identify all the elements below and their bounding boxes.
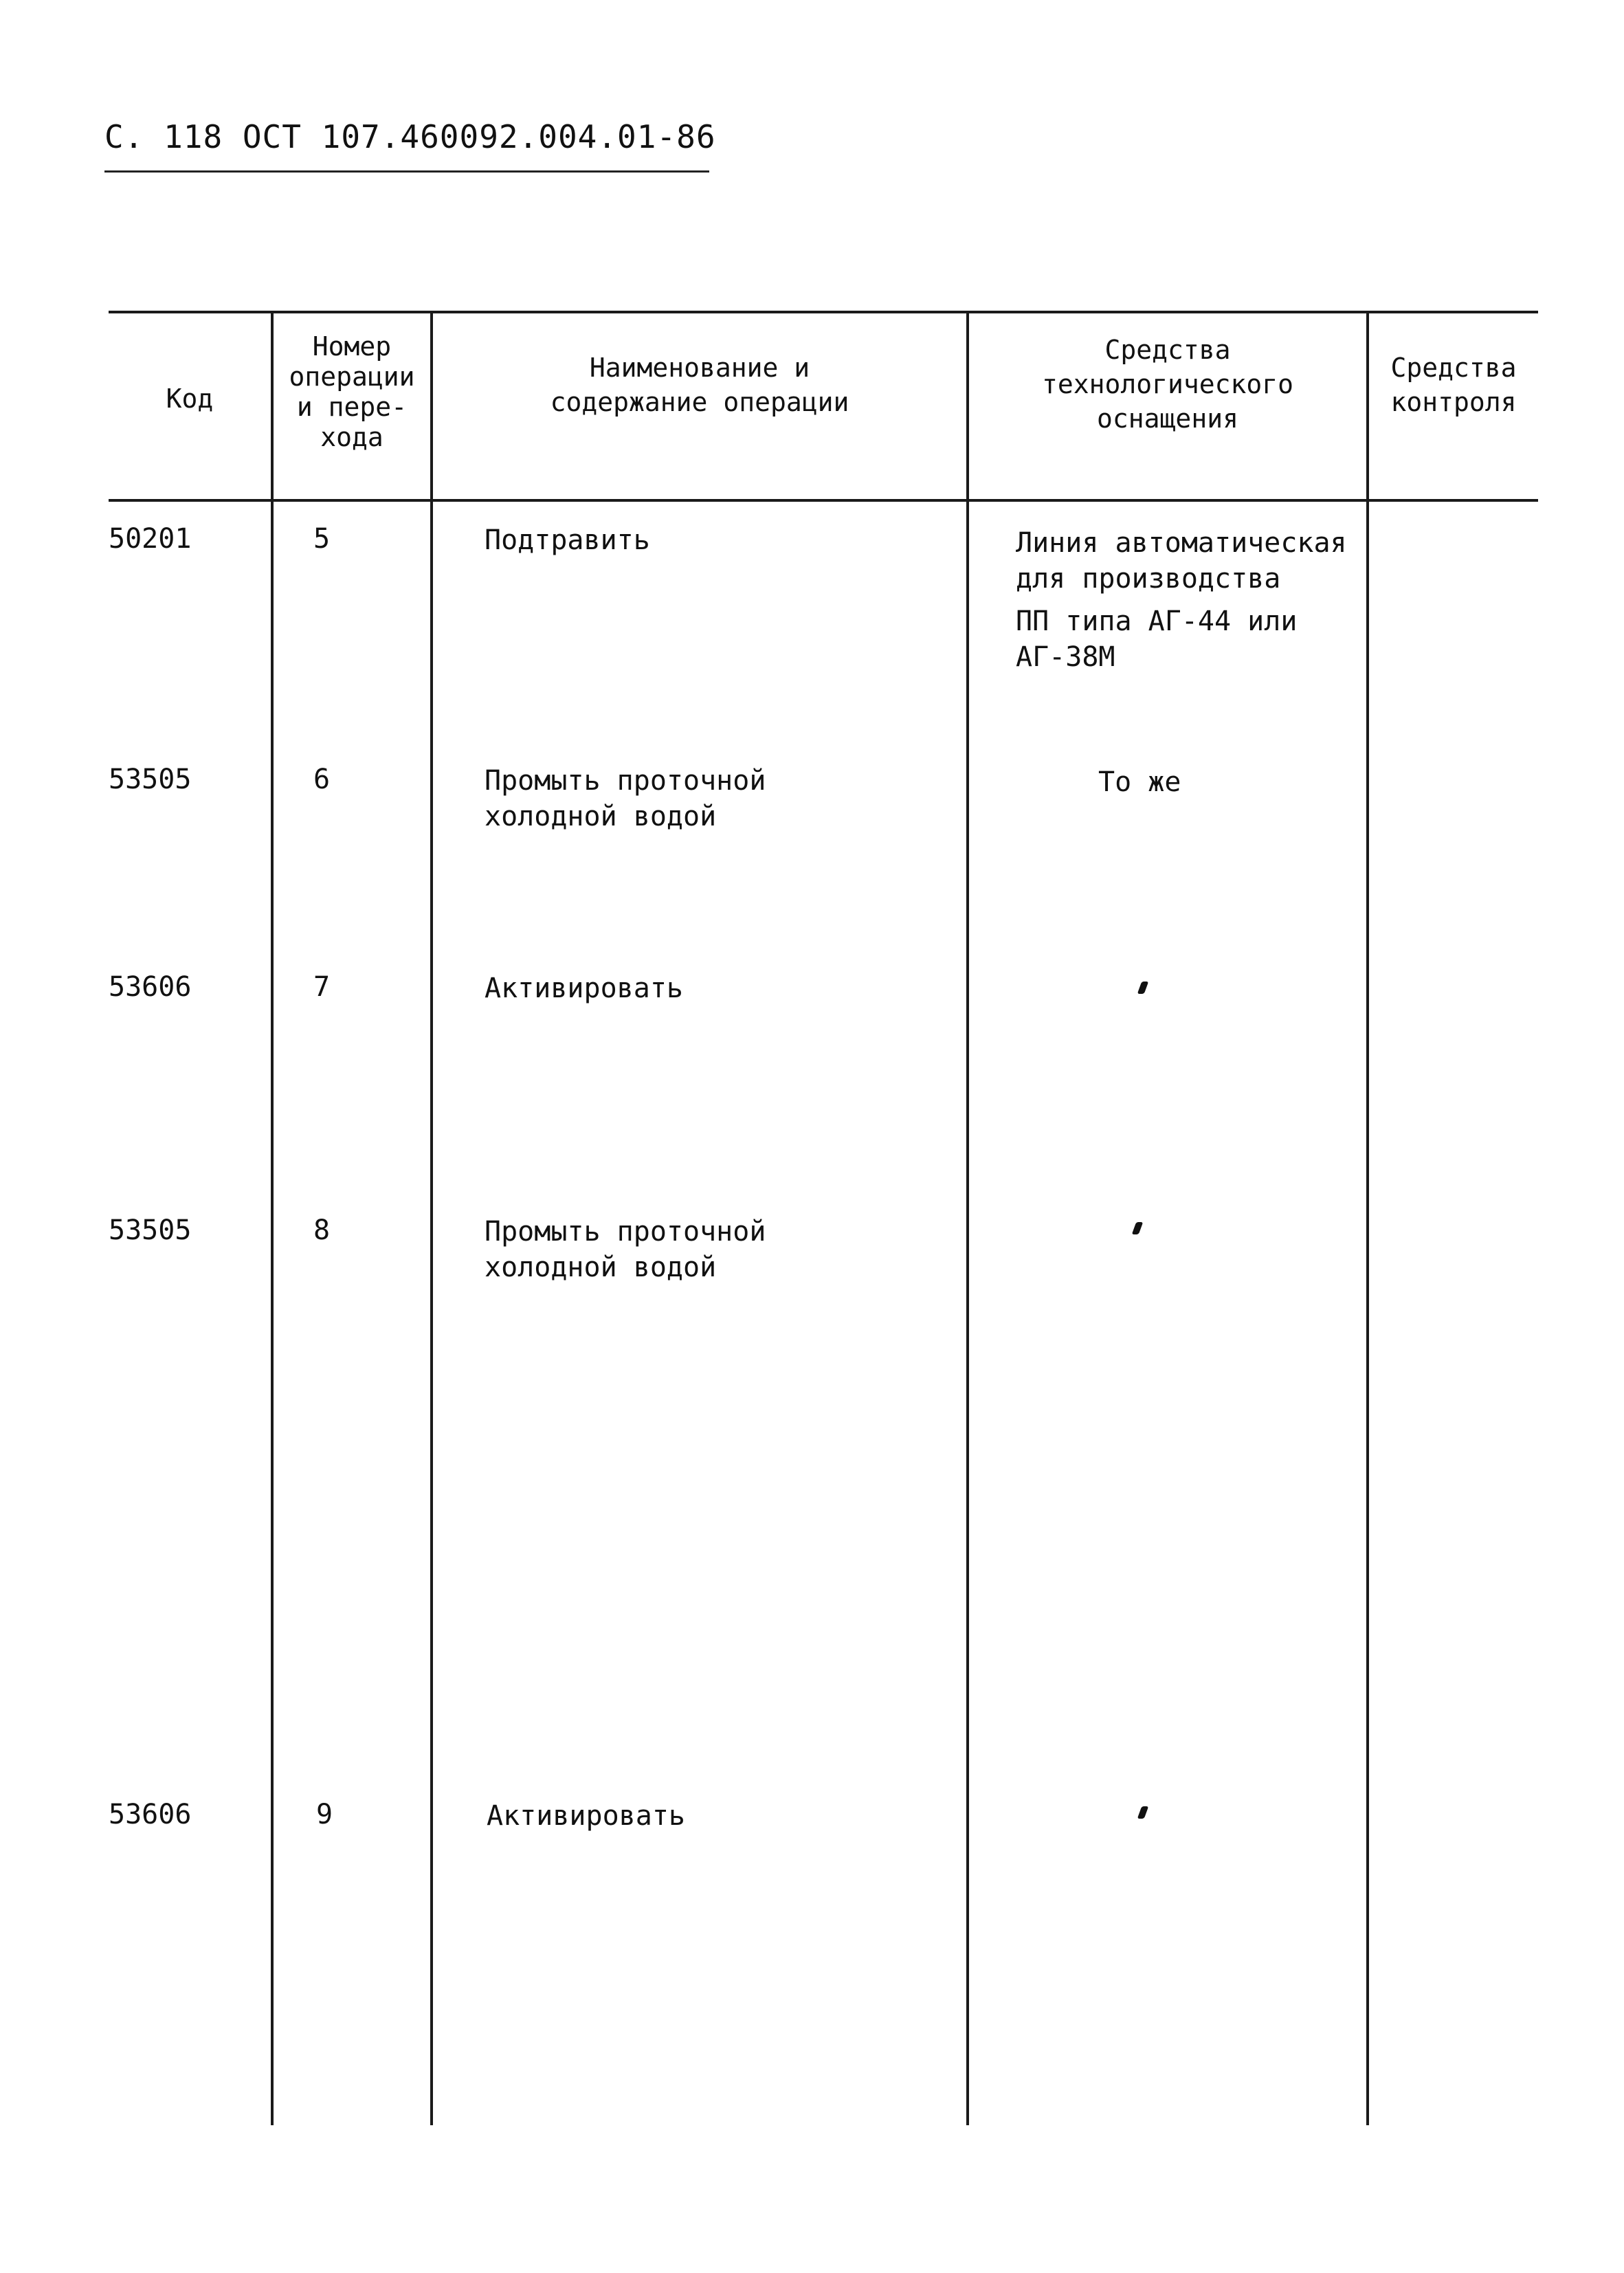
row-2-code: 53505 (109, 764, 192, 795)
row-5-number: 9 (316, 1799, 333, 1830)
column-divider-4 (1366, 311, 1369, 2125)
header-underline (104, 170, 709, 173)
row-1-code: 50201 (109, 523, 192, 555)
row-4-ditto-mark (1132, 1222, 1144, 1234)
row-3-code: 53606 (109, 971, 192, 1003)
table-header-bottom-border (109, 499, 1538, 502)
page-header-title: С. 118 ОСТ 107.460092.004.01-86 (104, 118, 716, 155)
row-4-name: Промыть проточной холодной водой (485, 1216, 766, 1283)
row-2-name: Промыть проточной холодной водой (485, 765, 766, 832)
row-3-number: 7 (313, 971, 331, 1003)
column-header-code: Код (166, 384, 214, 414)
column-header-control: Средства контроля (1390, 353, 1517, 417)
row-5-name: Активировать (487, 1800, 685, 1832)
row-1-number: 5 (313, 523, 331, 555)
column-header-equipment: Средства технологического оснащения (1041, 335, 1294, 434)
row-5-ditto-mark (1137, 1806, 1149, 1819)
row-5-code: 53606 (109, 1799, 192, 1830)
row-4-number: 8 (313, 1215, 331, 1246)
row-3-ditto-mark (1137, 982, 1149, 994)
row-4-code: 53505 (109, 1215, 192, 1246)
column-header-number: Номер операции и пере- хода (289, 331, 415, 452)
row-1-name: Подтравить (485, 524, 650, 556)
column-header-name: Наименование и содержание операции (550, 353, 849, 417)
row-3-name: Активировать (485, 973, 683, 1004)
column-divider-1 (271, 311, 274, 2125)
column-divider-2 (430, 311, 433, 2125)
row-1-equipment: Линия автоматическая для производства ПП типа АГ-44 или АГ-38М (1016, 527, 1347, 673)
row-2-number: 6 (313, 764, 331, 795)
column-divider-3 (966, 311, 969, 2125)
table-top-border (109, 311, 1538, 313)
row-2-equipment: То же (1098, 766, 1181, 798)
